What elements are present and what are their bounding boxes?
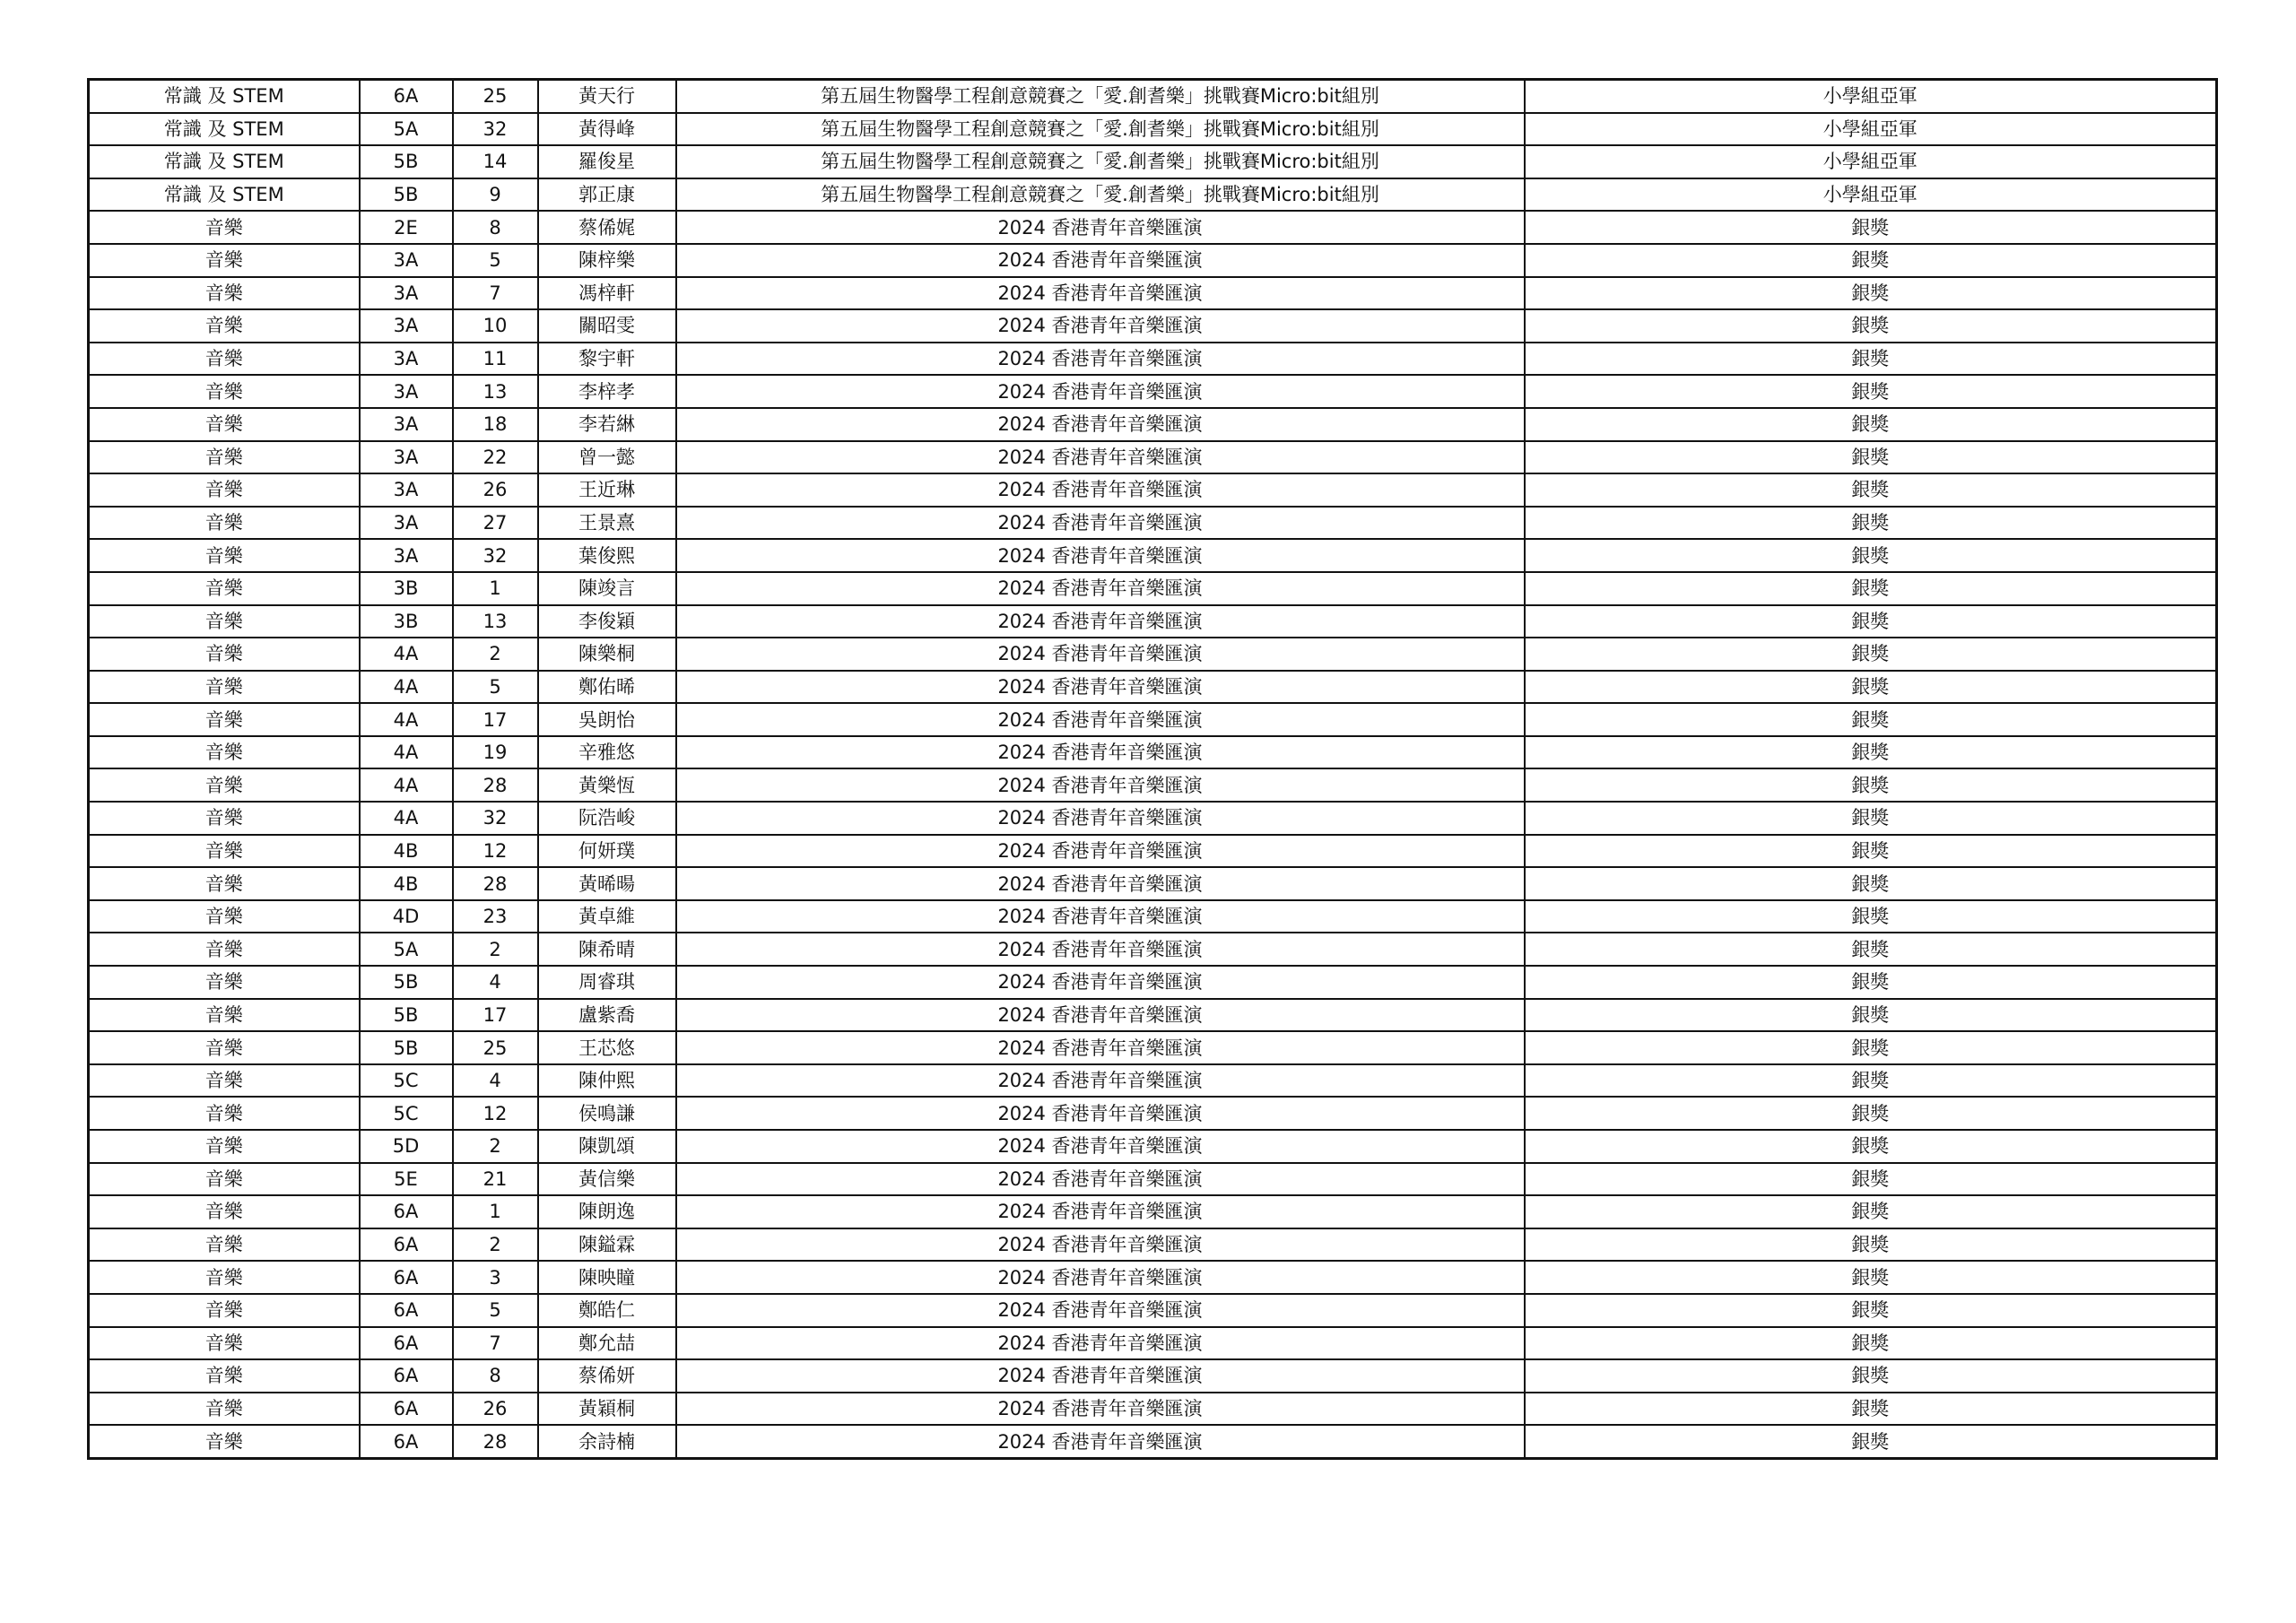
- table-row: [89, 1130, 2217, 1163]
- table-row: [89, 343, 2217, 376]
- award-cell: 銀獎: [1525, 572, 2217, 605]
- award-cell: 銀獎: [1525, 1393, 2217, 1426]
- competition-cell: 2024 香港青年音樂匯演: [676, 1163, 1525, 1196]
- student-number-cell: 8: [453, 1359, 538, 1393]
- table-row: [89, 408, 2217, 441]
- student-name-cell: 侯鳴謙: [538, 1097, 676, 1130]
- student-number-cell: 28: [453, 1425, 538, 1458]
- student-number-cell: 1: [453, 572, 538, 605]
- subject-cell: 音樂: [89, 277, 360, 310]
- award-cell: 銀獎: [1525, 966, 2217, 999]
- student-name-cell: 陳仲熙: [538, 1064, 676, 1098]
- table-row: [89, 1261, 2217, 1294]
- table-row: [89, 1327, 2217, 1360]
- class-cell: 5B: [360, 1031, 453, 1064]
- student-name-cell: 阮浩峻: [538, 802, 676, 835]
- award-cell: 銀獎: [1525, 507, 2217, 540]
- award-cell: 銀獎: [1525, 867, 2217, 900]
- subject-cell: 音樂: [89, 1031, 360, 1064]
- class-cell: 5B: [360, 178, 453, 212]
- table-row: [89, 867, 2217, 900]
- table-row: [89, 1425, 2217, 1458]
- student-number-cell: 2: [453, 638, 538, 671]
- table-row: [89, 1195, 2217, 1228]
- table-row: [89, 638, 2217, 671]
- student-number-cell: 28: [453, 768, 538, 802]
- competition-cell: 2024 香港青年音樂匯演: [676, 1359, 1525, 1393]
- competition-cell: 第五屆生物醫學工程創意競賽之「愛.創耆樂」挑戰賽Micro:bit組別: [676, 178, 1525, 212]
- subject-cell: 音樂: [89, 802, 360, 835]
- class-cell: 3A: [360, 507, 453, 540]
- subject-cell: 常識 及 STEM: [89, 145, 360, 178]
- table-row: [89, 999, 2217, 1032]
- subject-cell: 音樂: [89, 375, 360, 408]
- award-cell: 銀獎: [1525, 1228, 2217, 1262]
- award-cell: 小學組亞軍: [1525, 113, 2217, 146]
- competition-cell: 2024 香港青年音樂匯演: [676, 507, 1525, 540]
- award-cell: 銀獎: [1525, 900, 2217, 933]
- awards-table-body: [89, 80, 2217, 1459]
- award-cell: 銀獎: [1525, 441, 2217, 474]
- table-row: [89, 671, 2217, 704]
- student-name-cell: 黃卓維: [538, 900, 676, 933]
- class-cell: 4A: [360, 638, 453, 671]
- student-number-cell: 3: [453, 1261, 538, 1294]
- award-cell: 銀獎: [1525, 1261, 2217, 1294]
- award-cell: 銀獎: [1525, 1425, 2217, 1458]
- class-cell: 5B: [360, 999, 453, 1032]
- subject-cell: 音樂: [89, 867, 360, 900]
- student-number-cell: 5: [453, 671, 538, 704]
- student-name-cell: 葉俊熙: [538, 539, 676, 572]
- table-row: [89, 473, 2217, 507]
- competition-cell: 2024 香港青年音樂匯演: [676, 1228, 1525, 1262]
- class-cell: 5A: [360, 113, 453, 146]
- subject-cell: 音樂: [89, 1163, 360, 1196]
- student-number-cell: 22: [453, 441, 538, 474]
- subject-cell: 音樂: [89, 211, 360, 244]
- table-row: [89, 933, 2217, 966]
- competition-cell: 2024 香港青年音樂匯演: [676, 1195, 1525, 1228]
- student-number-cell: 8: [453, 211, 538, 244]
- subject-cell: 音樂: [89, 1425, 360, 1458]
- competition-cell: 2024 香港青年音樂匯演: [676, 1294, 1525, 1327]
- competition-cell: 2024 香港青年音樂匯演: [676, 933, 1525, 966]
- subject-cell: 音樂: [89, 966, 360, 999]
- table-row: [89, 1359, 2217, 1393]
- subject-cell: 音樂: [89, 244, 360, 277]
- student-number-cell: 27: [453, 507, 538, 540]
- competition-cell: 2024 香港青年音樂匯演: [676, 835, 1525, 868]
- subject-cell: 音樂: [89, 835, 360, 868]
- student-name-cell: 蔡俙娓: [538, 211, 676, 244]
- student-name-cell: 陳梓樂: [538, 244, 676, 277]
- award-cell: 銀獎: [1525, 539, 2217, 572]
- award-cell: 銀獎: [1525, 343, 2217, 376]
- competition-cell: 2024 香港青年音樂匯演: [676, 244, 1525, 277]
- table-row: [89, 835, 2217, 868]
- subject-cell: 音樂: [89, 933, 360, 966]
- student-name-cell: 黎宇軒: [538, 343, 676, 376]
- competition-cell: 2024 香港青年音樂匯演: [676, 638, 1525, 671]
- student-name-cell: 盧紫喬: [538, 999, 676, 1032]
- student-number-cell: 18: [453, 408, 538, 441]
- award-cell: 銀獎: [1525, 999, 2217, 1032]
- class-cell: 6A: [360, 1393, 453, 1426]
- table-row: [89, 736, 2217, 769]
- subject-cell: 常識 及 STEM: [89, 80, 360, 113]
- class-cell: 4A: [360, 802, 453, 835]
- class-cell: 6A: [360, 1261, 453, 1294]
- class-cell: 5C: [360, 1097, 453, 1130]
- subject-cell: 音樂: [89, 309, 360, 343]
- student-number-cell: 13: [453, 375, 538, 408]
- student-number-cell: 13: [453, 605, 538, 638]
- competition-cell: 2024 香港青年音樂匯演: [676, 343, 1525, 376]
- subject-cell: 音樂: [89, 605, 360, 638]
- competition-cell: 2024 香港青年音樂匯演: [676, 1130, 1525, 1163]
- student-name-cell: 李俊穎: [538, 605, 676, 638]
- table-row: [89, 1294, 2217, 1327]
- class-cell: 6A: [360, 1359, 453, 1393]
- subject-cell: 音樂: [89, 507, 360, 540]
- award-cell: 銀獎: [1525, 933, 2217, 966]
- competition-cell: 2024 香港青年音樂匯演: [676, 1064, 1525, 1098]
- student-name-cell: 蔡俙妍: [538, 1359, 676, 1393]
- student-name-cell: 王近琳: [538, 473, 676, 507]
- student-name-cell: 曾一懿: [538, 441, 676, 474]
- student-name-cell: 王景熹: [538, 507, 676, 540]
- student-name-cell: 鄭允喆: [538, 1327, 676, 1360]
- table-row: [89, 1031, 2217, 1064]
- competition-cell: 2024 香港青年音樂匯演: [676, 966, 1525, 999]
- table-row: [89, 1228, 2217, 1262]
- competition-cell: 2024 香港青年音樂匯演: [676, 867, 1525, 900]
- student-name-cell: 黃信樂: [538, 1163, 676, 1196]
- award-cell: 銀獎: [1525, 1327, 2217, 1360]
- subject-cell: 音樂: [89, 736, 360, 769]
- competition-cell: 第五屆生物醫學工程創意競賽之「愛.創耆樂」挑戰賽Micro:bit組別: [676, 113, 1525, 146]
- competition-cell: 2024 香港青年音樂匯演: [676, 900, 1525, 933]
- class-cell: 5E: [360, 1163, 453, 1196]
- award-cell: 銀獎: [1525, 1130, 2217, 1163]
- class-cell: 3A: [360, 309, 453, 343]
- student-number-cell: 11: [453, 343, 538, 376]
- table-row: [89, 539, 2217, 572]
- student-name-cell: 何妍璞: [538, 835, 676, 868]
- table-row: [89, 900, 2217, 933]
- competition-cell: 2024 香港青年音樂匯演: [676, 309, 1525, 343]
- award-cell: 銀獎: [1525, 1097, 2217, 1130]
- student-number-cell: 14: [453, 145, 538, 178]
- subject-cell: 音樂: [89, 1359, 360, 1393]
- subject-cell: 音樂: [89, 473, 360, 507]
- subject-cell: 音樂: [89, 343, 360, 376]
- student-number-cell: 2: [453, 933, 538, 966]
- student-number-cell: 7: [453, 277, 538, 310]
- subject-cell: 音樂: [89, 1294, 360, 1327]
- competition-cell: 2024 香港青年音樂匯演: [676, 703, 1525, 736]
- award-cell: 銀獎: [1525, 1064, 2217, 1098]
- student-number-cell: 21: [453, 1163, 538, 1196]
- award-cell: 銀獎: [1525, 1163, 2217, 1196]
- class-cell: 3A: [360, 277, 453, 310]
- class-cell: 5B: [360, 145, 453, 178]
- student-name-cell: 陳竣言: [538, 572, 676, 605]
- subject-cell: 音樂: [89, 1327, 360, 1360]
- class-cell: 4B: [360, 835, 453, 868]
- student-name-cell: 馮梓軒: [538, 277, 676, 310]
- class-cell: 4D: [360, 900, 453, 933]
- student-name-cell: 黃穎桐: [538, 1393, 676, 1426]
- student-name-cell: 李梓孝: [538, 375, 676, 408]
- student-name-cell: 王芯悠: [538, 1031, 676, 1064]
- student-name-cell: 鄭佑晞: [538, 671, 676, 704]
- competition-cell: 2024 香港青年音樂匯演: [676, 539, 1525, 572]
- table-row: [89, 211, 2217, 244]
- table-row: [89, 1393, 2217, 1426]
- table-row: [89, 703, 2217, 736]
- award-cell: 銀獎: [1525, 768, 2217, 802]
- competition-cell: 2024 香港青年音樂匯演: [676, 277, 1525, 310]
- class-cell: 5C: [360, 1064, 453, 1098]
- subject-cell: 音樂: [89, 1130, 360, 1163]
- student-number-cell: 32: [453, 113, 538, 146]
- table-row: [89, 1064, 2217, 1098]
- subject-cell: 音樂: [89, 441, 360, 474]
- subject-cell: 音樂: [89, 768, 360, 802]
- competition-cell: 2024 香港青年音樂匯演: [676, 768, 1525, 802]
- subject-cell: 常識 及 STEM: [89, 178, 360, 212]
- class-cell: 4B: [360, 867, 453, 900]
- award-cell: 銀獎: [1525, 211, 2217, 244]
- subject-cell: 音樂: [89, 900, 360, 933]
- subject-cell: 音樂: [89, 1097, 360, 1130]
- competition-cell: 2024 香港青年音樂匯演: [676, 802, 1525, 835]
- class-cell: 5A: [360, 933, 453, 966]
- table-row: [89, 113, 2217, 146]
- student-number-cell: 5: [453, 244, 538, 277]
- table-row: [89, 375, 2217, 408]
- table-row: [89, 572, 2217, 605]
- student-number-cell: 12: [453, 835, 538, 868]
- student-name-cell: 關昭雯: [538, 309, 676, 343]
- award-cell: 銀獎: [1525, 244, 2217, 277]
- award-cell: 銀獎: [1525, 703, 2217, 736]
- subject-cell: 音樂: [89, 1261, 360, 1294]
- award-cell: 銀獎: [1525, 835, 2217, 868]
- award-cell: 小學組亞軍: [1525, 145, 2217, 178]
- student-name-cell: 周睿琪: [538, 966, 676, 999]
- student-name-cell: 羅俊星: [538, 145, 676, 178]
- student-number-cell: 2: [453, 1228, 538, 1262]
- student-number-cell: 5: [453, 1294, 538, 1327]
- class-cell: 6A: [360, 1425, 453, 1458]
- competition-cell: 2024 香港青年音樂匯演: [676, 1327, 1525, 1360]
- student-number-cell: 28: [453, 867, 538, 900]
- student-number-cell: 23: [453, 900, 538, 933]
- competition-cell: 2024 香港青年音樂匯演: [676, 1031, 1525, 1064]
- class-cell: 6A: [360, 1195, 453, 1228]
- competition-cell: 2024 香港青年音樂匯演: [676, 375, 1525, 408]
- table-row: [89, 507, 2217, 540]
- table-row: [89, 966, 2217, 999]
- student-number-cell: 25: [453, 1031, 538, 1064]
- award-cell: 小學組亞軍: [1525, 80, 2217, 113]
- student-number-cell: 2: [453, 1130, 538, 1163]
- competition-cell: 2024 香港青年音樂匯演: [676, 1097, 1525, 1130]
- student-number-cell: 26: [453, 473, 538, 507]
- table-row: [89, 1097, 2217, 1130]
- student-number-cell: 10: [453, 309, 538, 343]
- student-number-cell: 1: [453, 1195, 538, 1228]
- award-cell: 銀獎: [1525, 605, 2217, 638]
- class-cell: 3B: [360, 605, 453, 638]
- competition-cell: 2024 香港青年音樂匯演: [676, 572, 1525, 605]
- class-cell: 4A: [360, 736, 453, 769]
- subject-cell: 音樂: [89, 1064, 360, 1098]
- award-cell: 銀獎: [1525, 277, 2217, 310]
- student-number-cell: 32: [453, 539, 538, 572]
- student-name-cell: 辛雅悠: [538, 736, 676, 769]
- student-name-cell: 黃晞暘: [538, 867, 676, 900]
- table-row: [89, 309, 2217, 343]
- subject-cell: 音樂: [89, 539, 360, 572]
- subject-cell: 音樂: [89, 408, 360, 441]
- class-cell: 3B: [360, 572, 453, 605]
- student-name-cell: 黃樂恆: [538, 768, 676, 802]
- student-number-cell: 17: [453, 999, 538, 1032]
- award-cell: 銀獎: [1525, 1359, 2217, 1393]
- award-cell: 銀獎: [1525, 408, 2217, 441]
- competition-cell: 2024 香港青年音樂匯演: [676, 441, 1525, 474]
- subject-cell: 音樂: [89, 703, 360, 736]
- table-row: [89, 768, 2217, 802]
- class-cell: 5B: [360, 966, 453, 999]
- subject-cell: 常識 及 STEM: [89, 113, 360, 146]
- student-number-cell: 4: [453, 966, 538, 999]
- student-name-cell: 陳希晴: [538, 933, 676, 966]
- student-number-cell: 26: [453, 1393, 538, 1426]
- student-name-cell: 郭正康: [538, 178, 676, 212]
- award-cell: 銀獎: [1525, 1031, 2217, 1064]
- table-row: [89, 80, 2217, 113]
- competition-cell: 第五屆生物醫學工程創意競賽之「愛.創耆樂」挑戰賽Micro:bit組別: [676, 80, 1525, 113]
- table-row: [89, 277, 2217, 310]
- competition-cell: 2024 香港青年音樂匯演: [676, 736, 1525, 769]
- student-number-cell: 4: [453, 1064, 538, 1098]
- subject-cell: 音樂: [89, 671, 360, 704]
- class-cell: 3A: [360, 473, 453, 507]
- class-cell: 6A: [360, 1228, 453, 1262]
- student-number-cell: 25: [453, 80, 538, 113]
- award-cell: 銀獎: [1525, 802, 2217, 835]
- student-name-cell: 陳映瞳: [538, 1261, 676, 1294]
- class-cell: 3A: [360, 408, 453, 441]
- competition-cell: 第五屆生物醫學工程創意競賽之「愛.創耆樂」挑戰賽Micro:bit組別: [676, 145, 1525, 178]
- subject-cell: 音樂: [89, 1393, 360, 1426]
- competition-cell: 2024 香港青年音樂匯演: [676, 605, 1525, 638]
- class-cell: 5D: [360, 1130, 453, 1163]
- class-cell: 4A: [360, 768, 453, 802]
- table-row: [89, 605, 2217, 638]
- subject-cell: 音樂: [89, 1195, 360, 1228]
- competition-cell: 2024 香港青年音樂匯演: [676, 999, 1525, 1032]
- subject-cell: 音樂: [89, 638, 360, 671]
- table-row: [89, 178, 2217, 212]
- student-number-cell: 32: [453, 802, 538, 835]
- student-name-cell: 余詩楠: [538, 1425, 676, 1458]
- class-cell: 4A: [360, 703, 453, 736]
- table-row: [89, 244, 2217, 277]
- student-name-cell: 陳凱頌: [538, 1130, 676, 1163]
- student-number-cell: 7: [453, 1327, 538, 1360]
- class-cell: 3A: [360, 539, 453, 572]
- award-cell: 小學組亞軍: [1525, 178, 2217, 212]
- student-name-cell: 李若綝: [538, 408, 676, 441]
- class-cell: 3A: [360, 375, 453, 408]
- subject-cell: 音樂: [89, 572, 360, 605]
- award-cell: 銀獎: [1525, 375, 2217, 408]
- class-cell: 3A: [360, 343, 453, 376]
- competition-cell: 2024 香港青年音樂匯演: [676, 1393, 1525, 1426]
- class-cell: 6A: [360, 1327, 453, 1360]
- award-cell: 銀獎: [1525, 736, 2217, 769]
- award-cell: 銀獎: [1525, 671, 2217, 704]
- class-cell: 6A: [360, 80, 453, 113]
- student-number-cell: 19: [453, 736, 538, 769]
- awards-table: [87, 78, 2218, 1460]
- table-row: [89, 441, 2217, 474]
- competition-cell: 2024 香港青年音樂匯演: [676, 211, 1525, 244]
- competition-cell: 2024 香港青年音樂匯演: [676, 408, 1525, 441]
- subject-cell: 音樂: [89, 999, 360, 1032]
- award-cell: 銀獎: [1525, 473, 2217, 507]
- class-cell: 2E: [360, 211, 453, 244]
- student-name-cell: 黃天行: [538, 80, 676, 113]
- student-name-cell: 陳樂桐: [538, 638, 676, 671]
- class-cell: 3A: [360, 244, 453, 277]
- student-number-cell: 9: [453, 178, 538, 212]
- award-cell: 銀獎: [1525, 638, 2217, 671]
- class-cell: 4A: [360, 671, 453, 704]
- subject-cell: 音樂: [89, 1228, 360, 1262]
- table-row: [89, 1163, 2217, 1196]
- student-name-cell: 黃得峰: [538, 113, 676, 146]
- student-number-cell: 17: [453, 703, 538, 736]
- award-cell: 銀獎: [1525, 1195, 2217, 1228]
- student-number-cell: 12: [453, 1097, 538, 1130]
- competition-cell: 2024 香港青年音樂匯演: [676, 671, 1525, 704]
- student-name-cell: 陳鎰霖: [538, 1228, 676, 1262]
- class-cell: 3A: [360, 441, 453, 474]
- student-name-cell: 鄭皓仁: [538, 1294, 676, 1327]
- competition-cell: 2024 香港青年音樂匯演: [676, 473, 1525, 507]
- award-cell: 銀獎: [1525, 1294, 2217, 1327]
- table-row: [89, 145, 2217, 178]
- competition-cell: 2024 香港青年音樂匯演: [676, 1261, 1525, 1294]
- award-cell: 銀獎: [1525, 309, 2217, 343]
- competition-cell: 2024 香港青年音樂匯演: [676, 1425, 1525, 1458]
- student-name-cell: 吳朗怡: [538, 703, 676, 736]
- table-row: [89, 802, 2217, 835]
- student-name-cell: 陳朗逸: [538, 1195, 676, 1228]
- class-cell: 6A: [360, 1294, 453, 1327]
